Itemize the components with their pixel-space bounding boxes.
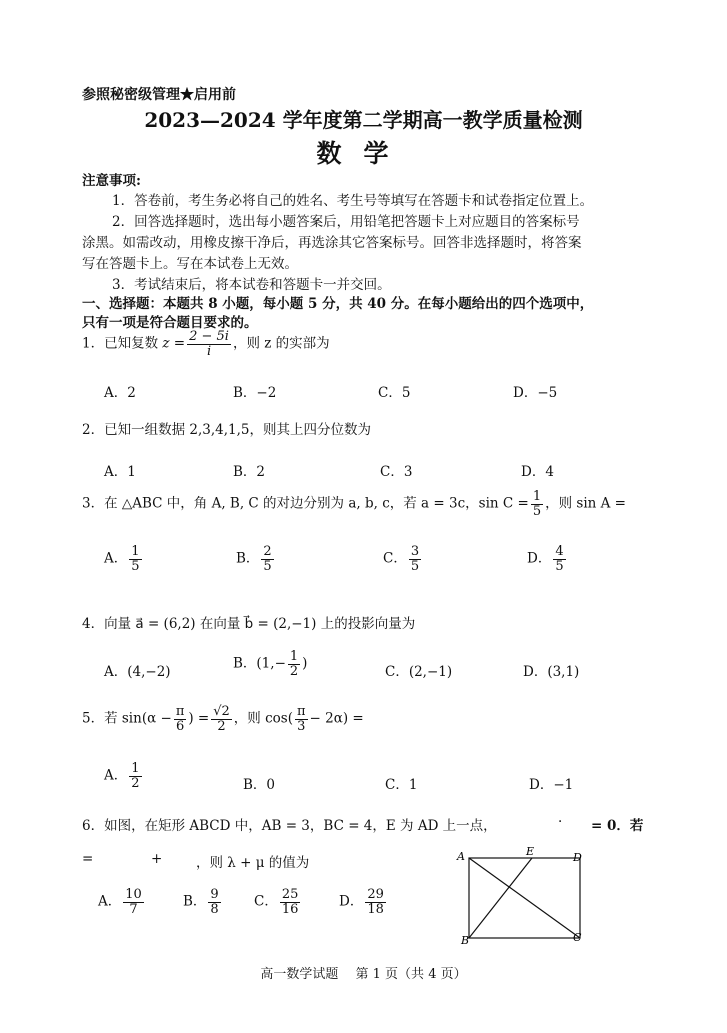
q5-frac1 xyxy=(174,705,187,733)
q6-option-c-label: C． xyxy=(254,893,278,910)
diagonal-ac xyxy=(469,858,580,938)
q6-eq-zero: = 0．若 xyxy=(591,818,644,834)
q3-option-a-den: 5 xyxy=(131,558,140,574)
q1-suffix: ，则 z 的实部为 xyxy=(232,335,330,352)
q5-frac3-num: π xyxy=(296,704,306,719)
q3-option-d-fraction xyxy=(553,545,565,573)
q5-post1: ，则 cos( xyxy=(233,710,293,727)
q6-option-d-fraction xyxy=(365,888,386,916)
q3-fraction xyxy=(531,490,543,518)
q1-option-c: C．5 xyxy=(378,385,411,401)
q5-option-d: D．−1 xyxy=(529,777,574,793)
q4-option-c: C．(2,−1) xyxy=(385,664,453,680)
q1-option-b: B．−2 xyxy=(233,385,277,401)
q3-prefix: 3．在 △ABC 中，角 A, B, C 的对边分别为 a, b, c，若 a = 3c，sin C = xyxy=(82,495,529,512)
q1-fraction xyxy=(187,330,231,358)
q6-option-a xyxy=(98,888,146,916)
label-c: C xyxy=(573,931,582,944)
note-2c: 写在答题卡上。写在本试卷上无效。 xyxy=(82,256,298,272)
q1-option-d: D．−5 xyxy=(513,385,558,401)
q4-option-b-close: ) xyxy=(302,655,308,672)
section-heading-line1: 一、选择题：本题共 8 小题，每小题 5 分，共 40 分。在每小题给出的四个选项中， xyxy=(82,296,594,312)
question-6-line1: 6．如图，在矩形 ABCD 中，AB = 3，BC = 4，E 为 AD 上一点， xyxy=(82,818,497,834)
segment-be xyxy=(469,858,532,938)
q4-option-b-label: B．(1,− xyxy=(233,655,286,672)
q5-frac3-den: 3 xyxy=(297,718,306,734)
question-4: 4．向量 a⃗ = (6,2) 在向量 b⃗ = (2,−1) 上的投影向量为 xyxy=(82,616,416,632)
q6-option-c-fraction xyxy=(280,888,301,916)
note-2b: 涂黑。如需改动，用橡皮擦干净后，再选涂其它答案标号。回答非选择题时，将答案 xyxy=(82,235,582,251)
q6-option-a-den: 7 xyxy=(129,901,138,917)
q3-option-c-num: 3 xyxy=(410,544,420,559)
label-b: B xyxy=(461,934,470,947)
q6-option-d-label: D． xyxy=(339,893,364,910)
q3-frac-num: 1 xyxy=(532,489,542,504)
subject-title: 数学 xyxy=(316,139,411,168)
q3-option-c-den: 5 xyxy=(410,558,420,574)
question-6-line2: ，则 λ + μ 的值为 xyxy=(196,855,310,871)
note-2a: 2．回答选择题时，选出每小题答案后，用铅笔把答题卡上对应题目的答案标号 xyxy=(112,214,580,230)
q5-frac2 xyxy=(211,705,232,733)
q6-option-d xyxy=(339,888,388,916)
q1-prefix: 1．已知复数 xyxy=(82,335,159,352)
q6-option-b xyxy=(183,888,223,916)
q3-option-b-den: 5 xyxy=(263,558,272,574)
q6-option-b-den: 8 xyxy=(210,901,219,917)
q5-option-a xyxy=(104,762,144,790)
q2-option-d: D．4 xyxy=(521,464,554,480)
q3-option-d xyxy=(527,545,568,573)
question-5 xyxy=(82,705,364,733)
note-1: 1．答卷前，考生务必将自己的姓名、考生号等填写在答题卡和试卷指定位置上。 xyxy=(112,193,594,209)
label-e: E xyxy=(526,845,535,858)
q5-post2: − 2α) = xyxy=(309,710,364,727)
q6-option-a-num: 10 xyxy=(125,887,142,902)
q5-mid: ) = xyxy=(188,710,210,727)
q3-option-d-label: D． xyxy=(527,550,552,567)
q2-option-a: A．1 xyxy=(104,464,136,480)
q3-option-b-label: B． xyxy=(236,550,260,567)
q1-option-a: A．2 xyxy=(104,385,136,401)
q6-option-b-fraction xyxy=(208,888,220,916)
section-heading-line2: 只有一项是符合题目要求的。 xyxy=(82,315,258,331)
q6-eq: = xyxy=(82,851,94,867)
q6-option-c-den: 16 xyxy=(281,901,299,917)
q3-option-b xyxy=(236,545,276,573)
q3-option-a-fraction xyxy=(129,545,141,573)
label-d: D xyxy=(573,851,582,864)
q6-option-d-num: 29 xyxy=(367,887,384,902)
q6-option-b-num: 9 xyxy=(210,887,219,902)
q6-plus: + xyxy=(151,851,163,867)
q5-frac1-den: 6 xyxy=(175,718,185,734)
q3-option-b-fraction xyxy=(261,545,273,573)
q3-option-a-label: A． xyxy=(104,550,128,567)
q5-prefix: 5．若 sin(α − xyxy=(82,710,172,727)
q3-option-c-fraction xyxy=(409,545,421,573)
q5-option-b: B．0 xyxy=(243,777,276,793)
q3-frac-den: 5 xyxy=(532,503,542,519)
q3-option-a-num: 1 xyxy=(131,544,140,559)
q5-option-c: C．1 xyxy=(385,777,418,793)
q5-frac2-den: 2 xyxy=(217,718,226,734)
note-3: 3．考试结束后，将本试卷和答题卡一并交回。 xyxy=(112,277,391,293)
q4-option-d: D．(3,1) xyxy=(523,664,580,680)
q3-option-d-den: 5 xyxy=(555,558,564,574)
q1-frac-num: 2 − 5i xyxy=(189,329,229,344)
q6-option-d-den: 18 xyxy=(367,901,384,917)
q4-option-b xyxy=(233,650,307,678)
q5-frac2-num: √2 xyxy=(213,704,230,719)
exam-title: 2023—2024 学年度第二学期高一教学质量检测 xyxy=(144,108,583,132)
q4-option-b-fraction xyxy=(288,650,300,678)
q6-option-c xyxy=(254,888,302,916)
q4-option-b-num: 1 xyxy=(289,649,299,664)
q5-option-a-num: 1 xyxy=(131,761,140,776)
q3-option-b-num: 2 xyxy=(263,544,272,559)
q5-frac3 xyxy=(295,705,308,733)
label-a: A xyxy=(457,850,465,863)
q6-dot: · xyxy=(558,814,563,830)
q5-option-a-label: A． xyxy=(104,767,128,784)
q3-option-a xyxy=(104,545,144,573)
q1-z-eq: z = xyxy=(162,335,186,352)
rectangle-figure xyxy=(450,840,600,950)
q5-option-a-den: 2 xyxy=(131,775,140,791)
q6-option-c-num: 25 xyxy=(281,887,299,902)
q5-option-a-fraction xyxy=(129,762,141,790)
q1-frac-den: i xyxy=(206,343,212,359)
question-2: 2．已知一组数据 2,3,4,1,5，则其上四分位数为 xyxy=(82,422,371,438)
q3-option-c-label: C． xyxy=(383,550,407,567)
confidential-mark: 参照秘密级管理★启用前 xyxy=(82,87,236,103)
q3-suffix: ，则 sin A = xyxy=(545,495,626,512)
q6-option-a-label: A． xyxy=(98,893,122,910)
q3-option-c xyxy=(383,545,423,573)
q2-option-b: B．2 xyxy=(233,464,266,480)
notes-heading: 注意事项: xyxy=(82,173,141,189)
page-footer: 高一数学试题 第 1 页（共 4 页） xyxy=(260,967,467,982)
q6-option-b-label: B． xyxy=(183,893,207,910)
q5-frac1-num: π xyxy=(175,704,185,719)
question-3 xyxy=(82,490,626,518)
q2-option-c: C．3 xyxy=(380,464,413,480)
q4-option-a: A．(4,−2) xyxy=(104,664,171,680)
q3-option-d-num: 4 xyxy=(555,544,564,559)
q6-option-a-fraction xyxy=(123,888,144,916)
question-1 xyxy=(82,330,330,358)
q4-option-b-den: 2 xyxy=(289,663,299,679)
